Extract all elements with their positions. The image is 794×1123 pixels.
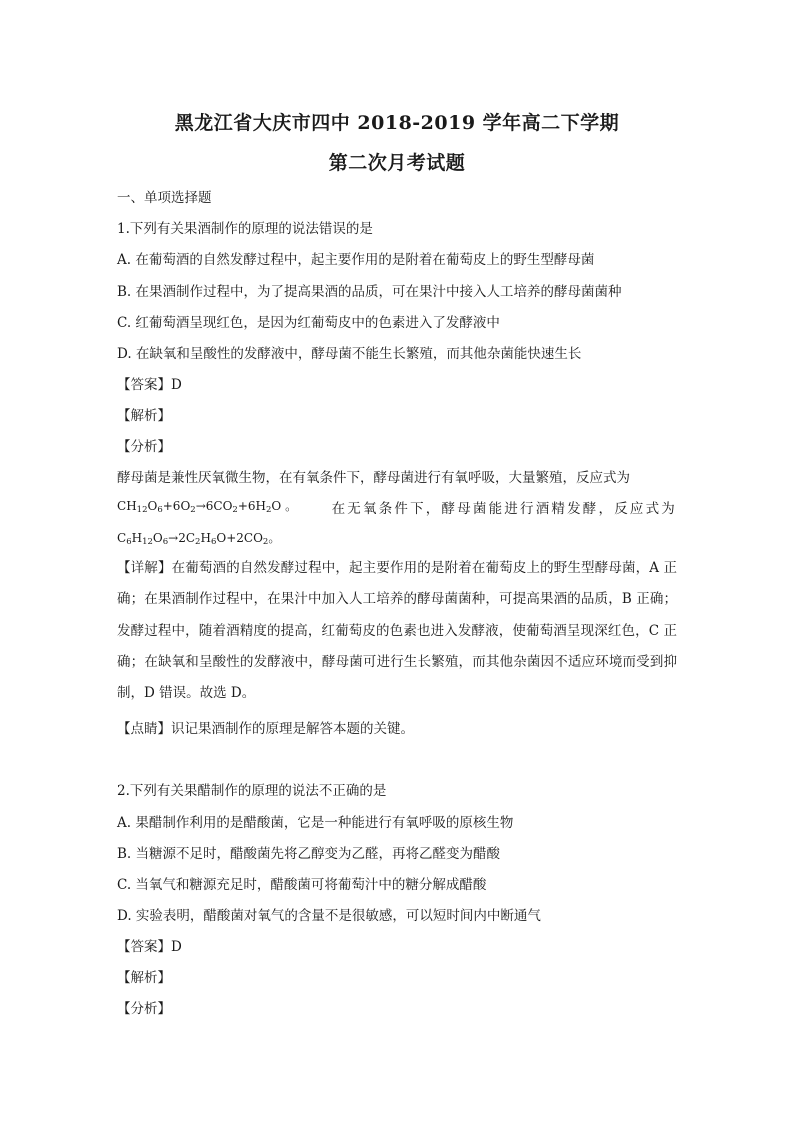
question-2-answer: 【答案】D: [117, 939, 182, 955]
question-1-fenxi-heading: 【分析】: [117, 439, 171, 455]
question-2-fenxi-heading: 【分析】: [117, 1001, 171, 1017]
question-2-option-c: C. 当氧气和糖源充足时，醋酸菌可将葡萄汁中的糖分解成醋酸: [117, 877, 487, 893]
question-2-option-d: D. 实验表明，醋酸菌对氧气的含量不是很敏感，可以短时间内中断通气: [117, 908, 541, 924]
reaction-equation-aerobic: $CH_{12}O_6+6O_2\to 6CO_2+6H_2O$ 。 在无氧条件下，酵母菌能进行酒精发酵，反应式为: [117, 499, 677, 517]
question-1-jiexi-heading: 【解析】: [117, 408, 171, 424]
document-title: 黑龙江省大庆市四中 2018-2019 学年高二下学期: [174, 112, 620, 134]
question-1-answer: 【答案】D: [117, 377, 182, 393]
question-2-stem: 2.下列有关果醋制作的原理的说法不正确的是: [117, 783, 387, 799]
question-2-option-b: B. 当糖源不足时，醋酸菌先将乙醇变为乙醛，再将乙醛变为醋酸: [117, 846, 501, 862]
section-heading: 一、单项选择题: [117, 190, 212, 206]
question-1-option-b: B. 在果酒制作过程中，为了提高果酒的品质，可在果汁中接入人工培养的酵母菌菌种: [117, 284, 622, 300]
question-1-option-c: C. 红葡萄酒呈现红色，是因为红葡萄皮中的色素进入了发酵液中: [117, 315, 500, 331]
document-subtitle: 第二次月考试题: [328, 152, 466, 174]
question-1-detail: 【详解】在葡萄酒的自然发酵过程中，起主要作用的是附着在葡萄皮上的野生型酵母菌，A 正确；在果酒制作过程中，在果汁中加入人工培养的酵母菌菌种，可提高果酒的品质，B 正确；发酵过程中，随着酒精度的提高，红葡萄皮的色素也进入发酵液，使葡萄酒呈现深红色，C 正确；在缺氧和呈酸性的发酵液中，酵母菌可进行生长繁殖，而其他杂菌因不适应环境而受到抑制，D 错误。故选 D。: [117, 560, 677, 702]
question-1-option-d: D. 在缺氧和呈酸性的发酵液中，酵母菌不能生长繁殖，而其他杂菌能快速生长: [117, 346, 582, 362]
question-1-option-a: A. 在葡萄酒的自然发酵过程中，起主要作用的是附着在葡萄皮上的野生型酵母菌: [117, 252, 595, 268]
question-1-stem: 1.下列有关果酒制作的原理的说法错误的是: [117, 221, 373, 237]
anaerobic-intro-text: 在无氧条件下，酵母菌能进行酒精发酵，反应式为: [331, 501, 677, 517]
reaction-equation-anaerobic: $C_6H_{12}O_6\to 2C_2H_6O+2CO_2$。: [117, 531, 281, 547]
question-1-comment: 【点睛】识记果酒制作的原理是解答本题的关键。: [117, 721, 414, 737]
question-2-jiexi-heading: 【解析】: [117, 970, 171, 986]
question-2-option-a: A. 果醋制作利用的是醋酸菌，它是一种能进行有氧呼吸的原核生物: [117, 815, 514, 831]
question-1-analysis-text: 酵母菌是兼性厌氧微生物，在有氧条件下，酵母菌进行有氧呼吸，大量繁殖，反应式为: [117, 470, 630, 486]
